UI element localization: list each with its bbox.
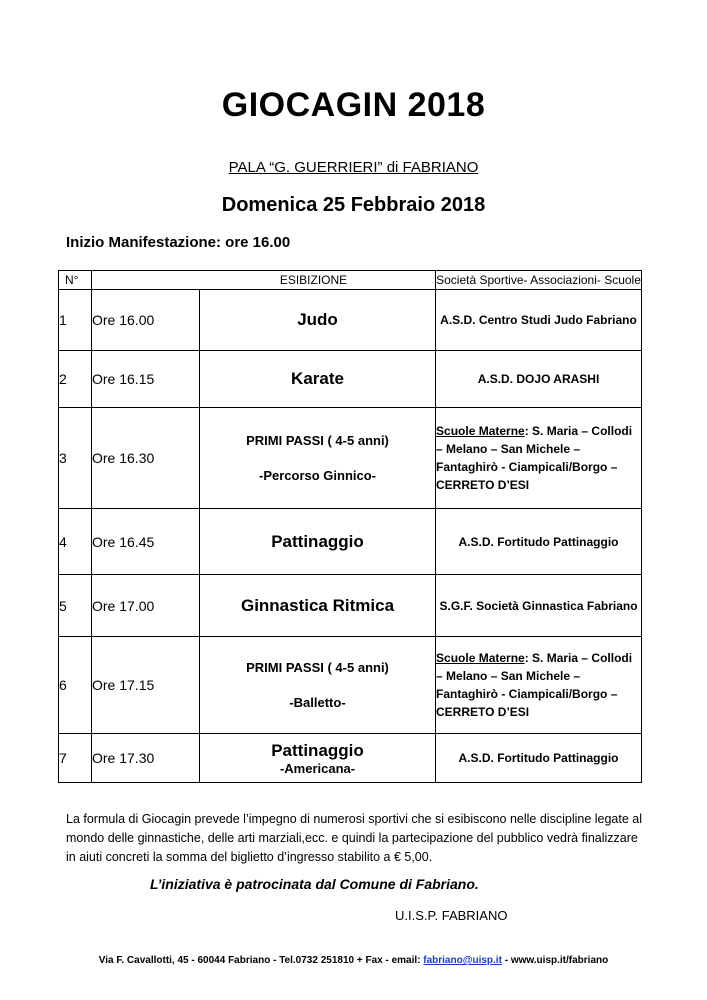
email-link[interactable]: fabriano@uisp.it <box>423 955 502 966</box>
row-society: S.G.F. Società Ginnastica Fabriano <box>436 575 642 637</box>
row-time: Ore 16.30 <box>92 408 200 509</box>
row-time: Ore 17.30 <box>92 734 200 783</box>
table-row <box>59 290 642 351</box>
row-exhibition <box>200 637 436 734</box>
description-paragraph: La formula di Giocagin prevede l’impegno di numerosi sportivi che si esibiscono nelle discipline legate al mondo delle ginnastiche, delle arti marziali,ecc. e quindi la partecipazione del pubblico vedrà finalizzare in aiuti concreti la somma del biglietto d’ingresso stabilito a € 5,00. <box>66 812 643 864</box>
event-date: Domenica 25 Febbraio 2018 <box>221 194 486 216</box>
exhibition-title: PRIMI PASSI ( 4-5 anni) <box>246 433 389 448</box>
table-row <box>59 575 642 637</box>
exhibition-subtitle: -Balletto- <box>289 695 346 710</box>
row-society <box>436 637 642 734</box>
footer <box>0 955 707 966</box>
row-number: 5 <box>59 575 92 637</box>
row-time: Ore 16.00 <box>92 290 200 351</box>
row-exhibition: Karate <box>200 351 436 408</box>
schools-list: : S. Maria – Collodi – Melano – San Michele – Fantaghirò - Ciampicali/Borgo – CERRETO D’ESI <box>436 651 633 719</box>
schedule-table <box>58 270 642 783</box>
row-number: 3 <box>59 408 92 509</box>
row-time: Ore 17.00 <box>92 575 200 637</box>
start-time: Inizio Manifestazione: ore 16.00 <box>66 234 291 251</box>
header-number: N° <box>59 271 92 290</box>
row-society: A.S.D. Fortitudo Pattinaggio <box>436 734 642 783</box>
row-exhibition: Ginnastica Ritmica <box>200 575 436 637</box>
row-number: 4 <box>59 509 92 575</box>
row-time: Ore 16.45 <box>92 509 200 575</box>
row-society: A.S.D. DOJO ARASHI <box>436 351 642 408</box>
row-number: 6 <box>59 637 92 734</box>
website-link[interactable]: www.uisp.it/fabriano <box>510 955 609 966</box>
table-row <box>59 509 642 575</box>
table-header-row <box>59 271 642 290</box>
row-time: Ore 17.15 <box>92 637 200 734</box>
row-society: A.S.D. Centro Studi Judo Fabriano <box>436 290 642 351</box>
venue: PALA “G. GUERRIERI” di FABRIANO <box>228 159 479 176</box>
exhibition-subtitle: -Americana- <box>279 760 356 776</box>
patronage-note: L’iniziativa è patrocinata dal Comune di Fabriano. <box>150 876 479 892</box>
table-row <box>59 734 642 783</box>
exhibition-title: Pattinaggio <box>271 740 364 760</box>
footer-address: Via F. Cavallotti, 45 - 60044 Fabriano - Tel.0732 251810 + Fax - email: <box>98 955 424 966</box>
schools-list: : S. Maria – Collodi – Melano – San Michele – Fantaghirò - Ciampicali/Borgo – CERRETO D’ESI <box>436 424 633 492</box>
row-number: 1 <box>59 290 92 351</box>
schools-label: Scuole Materne <box>436 424 525 438</box>
row-number: 2 <box>59 351 92 408</box>
row-exhibition <box>200 734 436 783</box>
row-time: Ore 16.15 <box>92 351 200 408</box>
footer-separator: - <box>501 955 511 966</box>
table-row <box>59 408 642 509</box>
header-exhibition: ESIBIZIONE <box>92 271 436 290</box>
page-title: GIOCAGIN 2018 <box>221 86 486 124</box>
row-number: 7 <box>59 734 92 783</box>
table-row <box>59 637 642 734</box>
row-exhibition: Pattinaggio <box>200 509 436 575</box>
row-society: A.S.D. Fortitudo Pattinaggio <box>436 509 642 575</box>
row-society <box>436 408 642 509</box>
organization-signature: U.I.S.P. FABRIANO <box>395 908 508 923</box>
header-societies: Società Sportive- Associazioni- Scuole <box>436 271 642 290</box>
exhibition-title: PRIMI PASSI ( 4-5 anni) <box>246 660 389 675</box>
row-exhibition: Judo <box>200 290 436 351</box>
row-exhibition <box>200 408 436 509</box>
exhibition-subtitle: -Percorso Ginnico- <box>258 468 377 483</box>
table-row <box>59 351 642 408</box>
schools-label: Scuole Materne <box>436 651 525 665</box>
